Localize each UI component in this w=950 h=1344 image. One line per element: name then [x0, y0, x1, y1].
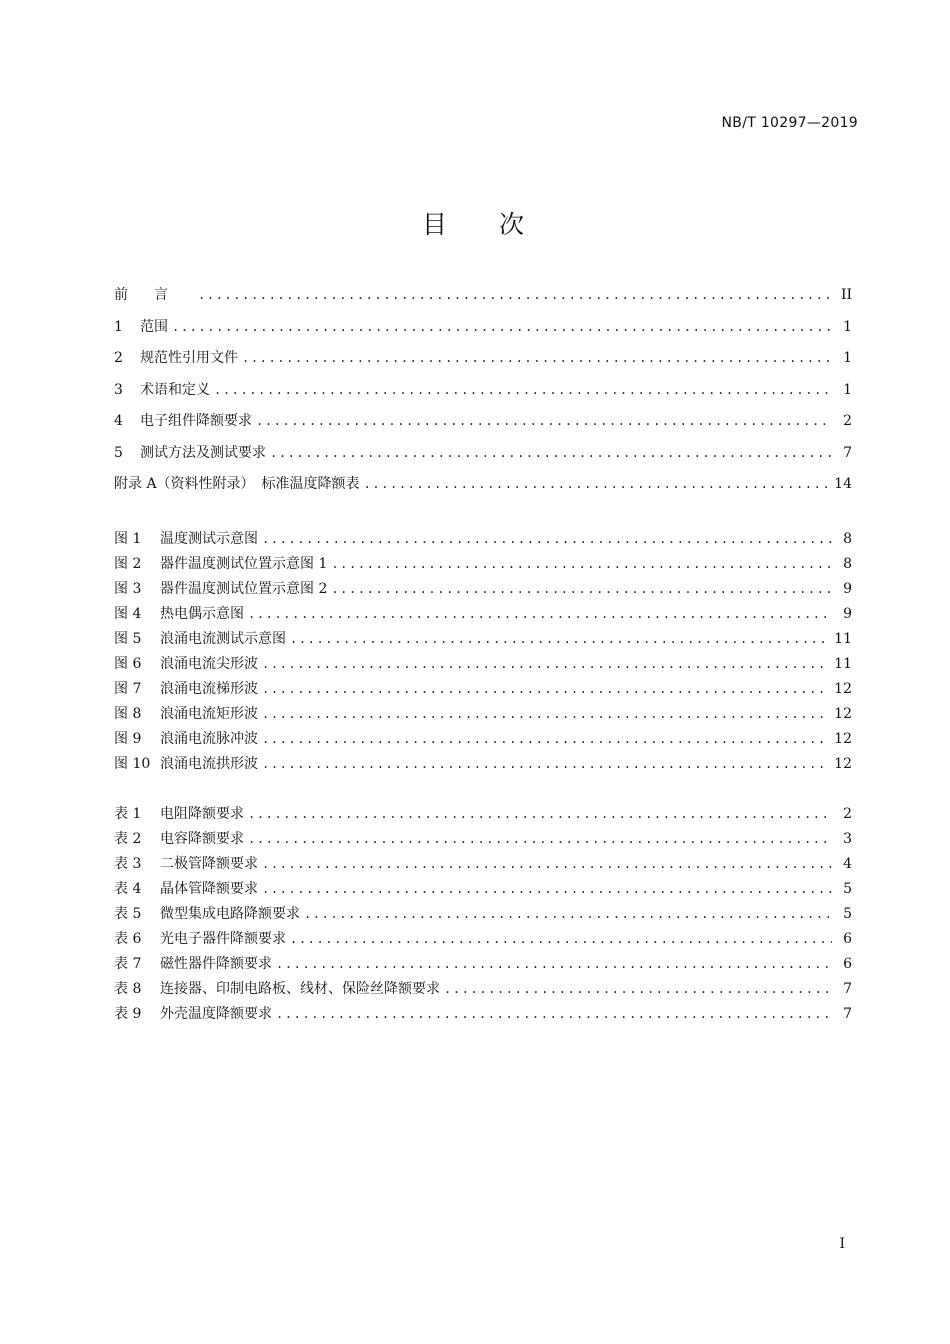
toc-leader-dots	[304, 907, 832, 921]
toc-entry-label: 器件温度测试位置示意图 2	[160, 581, 328, 597]
toc-entry[interactable]	[114, 653, 852, 678]
toc-leader-dots	[262, 657, 828, 671]
toc-entry[interactable]	[114, 953, 852, 978]
toc-entry-label: 浪涌电流梯形波	[160, 681, 258, 697]
toc-entry[interactable]	[114, 903, 852, 928]
toc-entry-page: 12	[834, 756, 852, 772]
toc-leader-dots	[331, 557, 832, 571]
toc-leader-dots	[276, 1007, 832, 1021]
toc-entry-number: 图 1	[114, 531, 142, 547]
toc-entry-number: 表 4	[114, 881, 142, 897]
toc-leader-dots	[256, 414, 832, 428]
toc-entry-label: 连接器、印制电路板、线材、保险丝降额要求	[160, 981, 440, 997]
toc-entry-number: 图 5	[114, 631, 142, 647]
toc-entry[interactable]	[114, 347, 852, 379]
toc-entry-number: 图 9	[114, 731, 142, 747]
toc-entry[interactable]	[114, 578, 852, 603]
toc-tables-list	[114, 803, 852, 1028]
toc-entry-page: 12	[834, 731, 852, 747]
toc-entry-label: 磁性器件降额要求	[160, 956, 272, 972]
toc-entry-label: 光电子器件降额要求	[160, 931, 286, 947]
toc-entry-page: 8	[843, 531, 852, 547]
toc-entry-number: 图 8	[114, 706, 142, 722]
toc-entry[interactable]	[114, 978, 852, 1003]
toc-entry-label: 浪涌电流矩形波	[160, 706, 258, 722]
toc-entry-label: 电容降额要求	[160, 831, 244, 847]
toc-entry[interactable]	[114, 442, 852, 474]
toc-entry-page: 9	[843, 581, 852, 597]
toc-entry[interactable]	[114, 553, 852, 578]
toc-entry-number: 表 8	[114, 981, 142, 997]
toc-leader-dots	[262, 857, 832, 871]
toc-entry-page: 7	[843, 1006, 852, 1022]
toc-entry-number: 表 5	[114, 906, 142, 922]
toc-entry-page: 6	[843, 956, 852, 972]
toc-entry-page: 11	[834, 656, 852, 672]
toc-entry-label: 前言	[114, 287, 194, 303]
toc-entry-page: 3	[843, 831, 852, 847]
toc-entry-page: 8	[843, 556, 852, 572]
toc-entry[interactable]	[114, 878, 852, 903]
toc-entry-page: 5	[843, 906, 852, 922]
toc-entry[interactable]	[114, 528, 852, 553]
footer-page-number: I	[839, 1236, 845, 1252]
toc-entry-number: 图 4	[114, 606, 142, 622]
toc-entry-page: 12	[834, 706, 852, 722]
toc-entry-page: 4	[843, 856, 852, 872]
toc-entry-page: 5	[843, 881, 852, 897]
toc-entry[interactable]	[114, 853, 852, 878]
toc-entry[interactable]	[114, 828, 852, 853]
toc-leader-dots	[172, 320, 832, 334]
toc-entry-label: 规范性引用文件	[140, 350, 238, 366]
toc-entry[interactable]	[114, 473, 852, 505]
page-title: 目 次	[422, 210, 546, 239]
toc-entry-label: 晶体管降额要求	[160, 881, 258, 897]
toc-leader-dots	[262, 732, 828, 746]
toc-entry-number: 3	[114, 381, 123, 398]
toc-entry-label: 范围	[140, 318, 168, 335]
toc-entry[interactable]	[114, 410, 852, 442]
toc-entry-number: 图 6	[114, 656, 142, 672]
toc-leader-dots	[331, 582, 832, 596]
toc-entry-page: 7	[843, 444, 852, 461]
toc-entry-page: 1	[843, 381, 852, 398]
toc-leader-dots	[248, 832, 832, 846]
toc-entry-page: 12	[834, 681, 852, 697]
toc-entry-number: 表 6	[114, 931, 142, 947]
toc-entry[interactable]	[114, 284, 852, 316]
toc-entry-page: 6	[843, 931, 852, 947]
toc-leader-dots	[198, 288, 832, 302]
toc-leader-dots	[248, 607, 832, 621]
toc-entry-number: 5	[114, 444, 123, 461]
toc-entry-label: 浪涌电流拱形波	[160, 756, 258, 772]
toc-leader-dots	[262, 882, 832, 896]
toc-figures-list	[114, 528, 852, 778]
toc-main-list	[114, 284, 852, 505]
toc-entry-label: 电阻降额要求	[160, 806, 244, 822]
toc-entry-number: 表 9	[114, 1006, 142, 1022]
toc-entry-page: 1	[843, 350, 852, 366]
toc-entry-label: 浪涌电流尖形波	[160, 656, 258, 672]
toc-entry-number: 表 7	[114, 956, 142, 972]
toc-entry-number: 图 10	[114, 756, 151, 772]
toc-entry-page: 14	[834, 476, 852, 492]
toc-entry[interactable]	[114, 628, 852, 653]
toc-leader-dots	[214, 383, 832, 397]
toc-entry-number: 1	[114, 318, 123, 335]
toc-entry[interactable]	[114, 1003, 852, 1028]
toc-entry-label: 测试方法及测试要求	[140, 444, 266, 461]
toc-leader-dots	[276, 957, 832, 971]
toc-leader-dots	[262, 682, 828, 696]
toc-entry[interactable]	[114, 603, 852, 628]
toc-leader-dots	[444, 982, 832, 996]
toc-entry-page: 9	[843, 606, 852, 622]
toc-entry-number: 图 3	[114, 581, 142, 597]
toc-entry-number: 表 3	[114, 856, 142, 872]
toc-entry-number: 表 2	[114, 831, 142, 847]
toc-entry-number: 图 2	[114, 556, 142, 572]
toc-entry-page: 2	[843, 806, 852, 822]
toc-leader-dots	[290, 932, 832, 946]
toc-leader-dots	[262, 707, 828, 721]
toc-entry-page: 11	[834, 631, 852, 647]
toc-leader-dots	[242, 351, 832, 365]
toc-entry[interactable]	[114, 928, 852, 953]
toc-entry-label: 器件温度测试位置示意图 1	[160, 556, 328, 572]
toc-entry[interactable]	[114, 803, 852, 828]
toc-entry-page: 7	[843, 981, 852, 997]
toc-entry-page: II	[840, 287, 852, 303]
toc-entry[interactable]	[114, 316, 852, 348]
toc-entry[interactable]	[114, 728, 852, 753]
toc-leader-dots	[364, 477, 829, 491]
toc-leader-dots	[262, 532, 832, 546]
toc-entry-number: 表 1	[114, 806, 142, 822]
toc-entry-page: 1	[843, 318, 852, 335]
toc-entry-label: 温度测试示意图	[160, 531, 258, 547]
toc-leader-dots	[248, 807, 832, 821]
toc-entry-label: 电子组件降额要求	[140, 413, 252, 429]
toc-entry-label: 热电偶示意图	[160, 606, 244, 622]
toc-entry-label: 浪涌电流测试示意图	[160, 631, 286, 647]
toc-entry[interactable]	[114, 678, 852, 703]
toc-entry-number: 4	[114, 413, 123, 429]
toc-entry-page: 2	[843, 413, 852, 429]
toc-entry-number: 图 7	[114, 681, 142, 697]
toc-entry[interactable]	[114, 703, 852, 728]
toc-leader-dots	[290, 632, 828, 646]
toc-entry-label: 外壳温度降额要求	[160, 1006, 272, 1022]
toc-entry-label: 术语和定义	[140, 381, 210, 398]
toc-entry-label: 附录 A（资料性附录） 标准温度降额表	[114, 476, 360, 492]
toc-entry-label: 二极管降额要求	[160, 856, 258, 872]
standard-number: NB/T 10297—2019	[721, 115, 858, 131]
toc-entry-label: 微型集成电路降额要求	[160, 906, 300, 922]
toc-leader-dots	[270, 446, 832, 460]
toc-entry[interactable]	[114, 379, 852, 411]
toc-entry-label: 浪涌电流脉冲波	[160, 731, 258, 747]
toc-entry-number: 2	[114, 350, 123, 366]
toc-entry[interactable]	[114, 753, 852, 778]
toc-leader-dots	[262, 757, 828, 771]
